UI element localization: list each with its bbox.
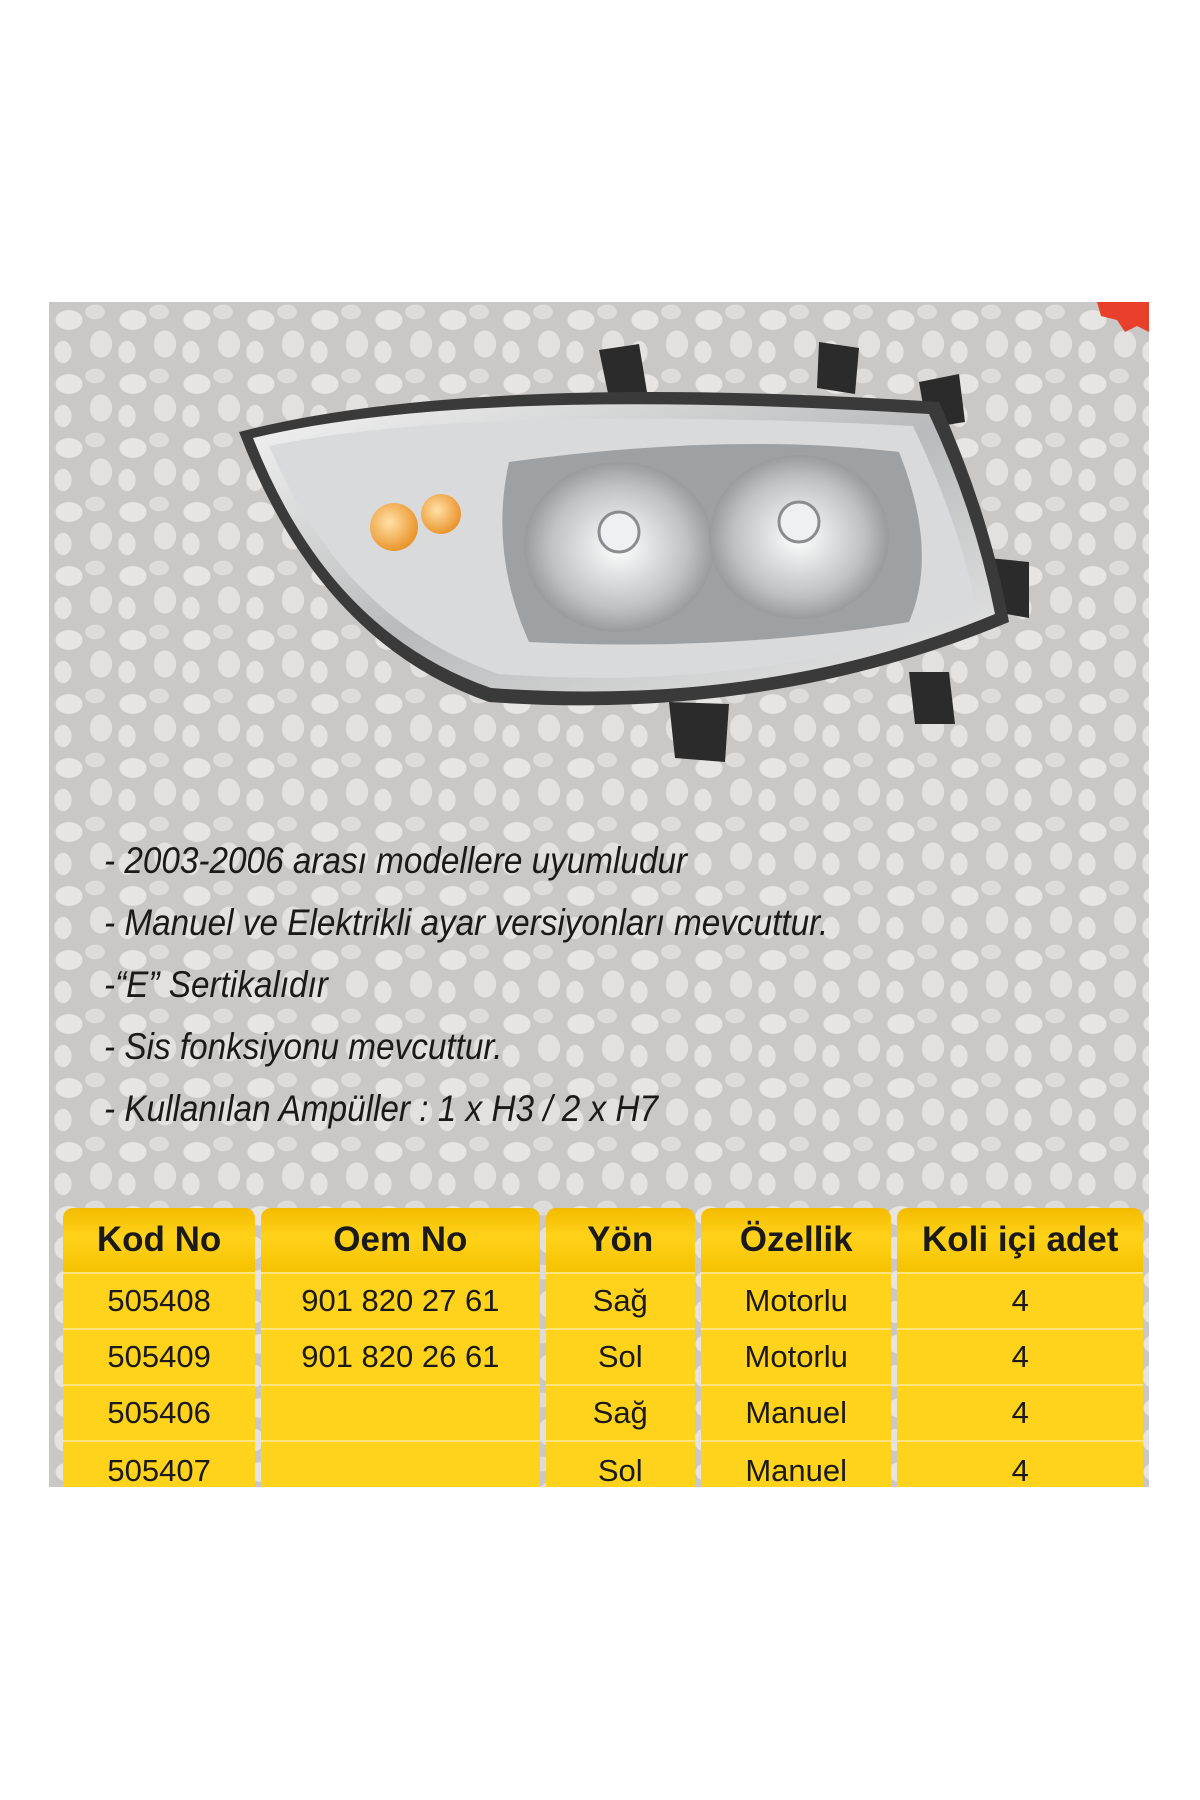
- cell-oem-no: [261, 1440, 539, 1487]
- cell-ozellik: Manuel: [701, 1440, 891, 1487]
- table-row: [63, 1272, 1143, 1328]
- table-row: [63, 1328, 1143, 1384]
- feature-item: - Manuel ve Elektrikli ayar versiyonları mevcuttur.: [104, 902, 829, 943]
- cell-oem-no: [261, 1384, 539, 1440]
- feature-item: - 2003-2006 arası modellere uyumludur: [104, 840, 688, 881]
- cell-kod-no: 505406: [63, 1384, 255, 1440]
- feature-list: [104, 830, 909, 1140]
- cell-kod-no: 505409: [63, 1328, 255, 1384]
- cell-ozellik: Motorlu: [701, 1272, 891, 1328]
- product-panel: [49, 302, 1149, 1487]
- cell-koli-ici-adet: 4: [897, 1440, 1143, 1487]
- table-row: [63, 1384, 1143, 1440]
- cell-kod-no: 505408: [63, 1272, 255, 1328]
- headlamp-image: [169, 322, 1029, 782]
- cell-yon: Sağ: [546, 1384, 695, 1440]
- feature-item: - Kullanılan Ampüller : 1 x H3 / 2 x H7: [104, 1088, 659, 1129]
- corner-mark-icon: [1089, 302, 1149, 342]
- cell-koli-ici-adet: 4: [897, 1272, 1143, 1328]
- cell-oem-no: 901 820 27 61: [261, 1272, 539, 1328]
- feature-item: - Sis fonksiyonu mevcuttur.: [104, 1026, 503, 1067]
- cell-ozellik: Motorlu: [701, 1328, 891, 1384]
- header-ozellik: Özellik: [701, 1208, 891, 1272]
- header-yon: Yön: [546, 1208, 695, 1272]
- cell-yon: Sol: [546, 1440, 695, 1487]
- spec-table: [57, 1208, 1149, 1487]
- header-oem-no: Oem No: [261, 1208, 539, 1272]
- header-kod-no: Kod No: [63, 1208, 255, 1272]
- cell-ozellik: Manuel: [701, 1384, 891, 1440]
- cell-oem-no: 901 820 26 61: [261, 1328, 539, 1384]
- header-koli-ici-adet: Koli içi adet: [897, 1208, 1143, 1272]
- cell-yon: Sağ: [546, 1272, 695, 1328]
- cell-koli-ici-adet: 4: [897, 1328, 1143, 1384]
- table-row: [63, 1440, 1143, 1487]
- cell-yon: Sol: [546, 1328, 695, 1384]
- table-header-row: [63, 1208, 1143, 1272]
- feature-item: -“E” Sertikalıdır: [104, 964, 328, 1005]
- cell-koli-ici-adet: 4: [897, 1384, 1143, 1440]
- cell-kod-no: 505407: [63, 1440, 255, 1487]
